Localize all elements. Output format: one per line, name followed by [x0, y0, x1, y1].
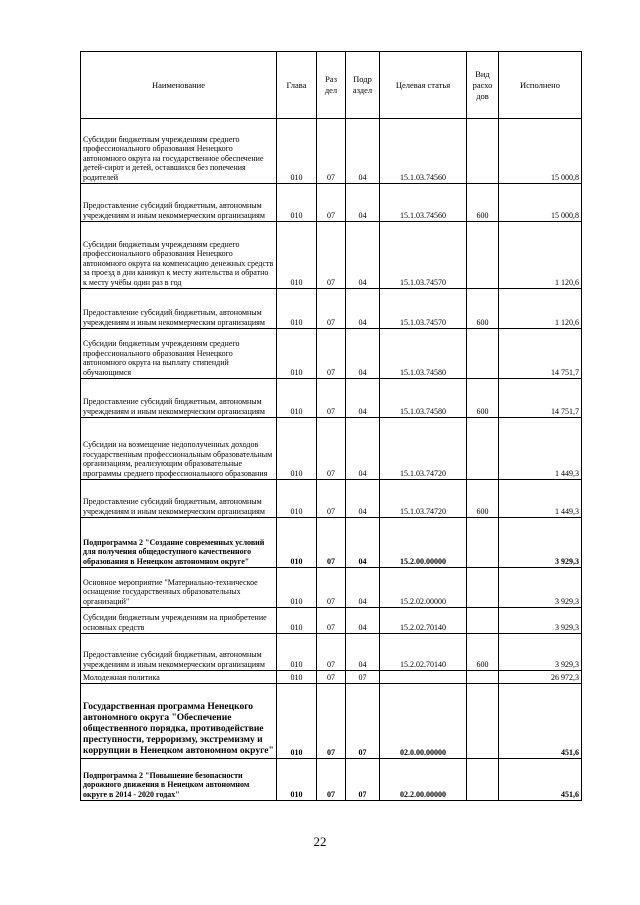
- row-name: Субсидии бюджетным учреждениям среднего профессионального образования Ненецкого автономного округа на выплату стипендий обучающимся: [81, 329, 277, 379]
- row-type: 600: [467, 289, 499, 329]
- table-row: [81, 222, 582, 289]
- row-section: 07: [317, 759, 346, 801]
- row-type: [467, 119, 499, 184]
- row-amount: 3 929,3: [499, 634, 582, 671]
- row-name: Подпрограмма 2 "Создание современных условий для получения общедоступного качественного образования в Ненецком автономном округе": [81, 518, 277, 568]
- row-name: Предоставление субсидий бюджетным, автономным учреждениям и иным некоммерческим организациям: [81, 634, 277, 671]
- row-target: 15.1.03.74560: [380, 184, 467, 222]
- row-target: 02.0.00.00000: [380, 684, 467, 759]
- row-name: Предоставление субсидий бюджетным, автономным учреждениям и иным некоммерческим организациям: [81, 289, 277, 329]
- row-section: 07: [317, 634, 346, 671]
- row-chapter: 010: [277, 184, 317, 222]
- row-section: 07: [317, 329, 346, 379]
- page-number: 22: [313, 834, 327, 849]
- row-amount: 15 000,8: [499, 119, 582, 184]
- row-type: [467, 418, 499, 480]
- row-subsection: 07: [346, 759, 380, 801]
- row-target: 15.1.03.74580: [380, 329, 467, 379]
- row-section: 07: [317, 184, 346, 222]
- table-row: [81, 480, 582, 518]
- row-amount: 3 929,3: [499, 568, 582, 608]
- table-row: [81, 568, 582, 608]
- row-subsection: 04: [346, 608, 380, 634]
- table-row: [81, 759, 582, 801]
- table-header-row: [81, 52, 582, 119]
- row-target: 15.1.03.74570: [380, 222, 467, 289]
- row-target: 15.1.03.74570: [380, 289, 467, 329]
- header-chapter: Глава: [277, 52, 317, 119]
- row-target: 15.1.03.74720: [380, 480, 467, 518]
- row-target: 15.1.03.74560: [380, 119, 467, 184]
- row-name: Основное мероприятие "Материально-техническое оснащение государственных образовательных организаций": [81, 568, 277, 608]
- header-executed: Исполнено: [499, 52, 582, 119]
- row-target: 15.2.00.00000: [380, 518, 467, 568]
- table-row: [81, 119, 582, 184]
- header-section: Раз дел: [317, 52, 346, 119]
- row-amount: 14 751,7: [499, 379, 582, 418]
- row-section: 07: [317, 671, 346, 684]
- row-subsection: 04: [346, 184, 380, 222]
- row-subsection: 04: [346, 329, 380, 379]
- row-chapter: 010: [277, 289, 317, 329]
- row-section: 07: [317, 608, 346, 634]
- table-row: [81, 608, 582, 634]
- row-subsection: 04: [346, 568, 380, 608]
- row-amount: 1 449,3: [499, 418, 582, 480]
- row-section: 07: [317, 568, 346, 608]
- row-chapter: 010: [277, 634, 317, 671]
- row-subsection: 04: [346, 289, 380, 329]
- row-amount: 451,6: [499, 684, 582, 759]
- row-amount: 14 751,7: [499, 329, 582, 379]
- row-amount: 3 929,3: [499, 518, 582, 568]
- table-row: [81, 379, 582, 418]
- row-subsection: 04: [346, 480, 380, 518]
- row-amount: 3 929,3: [499, 608, 582, 634]
- row-section: 07: [317, 518, 346, 568]
- row-type: [467, 759, 499, 801]
- header-target: Целевая статья: [380, 52, 467, 119]
- row-type: 600: [467, 184, 499, 222]
- row-chapter: 010: [277, 379, 317, 418]
- row-subsection: 04: [346, 634, 380, 671]
- header-subsection: Подр аздел: [346, 52, 380, 119]
- row-target: 15.2.02.70140: [380, 608, 467, 634]
- row-name: Предоставление субсидий бюджетным, автономным учреждениям и иным некоммерческим организациям: [81, 379, 277, 418]
- row-name: Молодежная политика: [81, 671, 277, 684]
- row-chapter: 010: [277, 480, 317, 518]
- row-amount: 1 120,6: [499, 289, 582, 329]
- header-name: Наименование: [81, 52, 277, 119]
- row-type: [467, 329, 499, 379]
- row-type: 600: [467, 634, 499, 671]
- table-row: [81, 518, 582, 568]
- row-type: [467, 671, 499, 684]
- row-subsection: 07: [346, 671, 380, 684]
- row-type: [467, 568, 499, 608]
- row-name: Предоставление субсидий бюджетным, автономным учреждениям и иным некоммерческим организациям: [81, 480, 277, 518]
- row-chapter: 010: [277, 518, 317, 568]
- row-target: 15.2.02.00000: [380, 568, 467, 608]
- row-name: Субсидии бюджетным учреждениям среднего профессионального образования Ненецкого автономного округа на государственное обеспечение детей-сирот и детей, оставшихся без попечения родителей: [81, 119, 277, 184]
- row-chapter: 010: [277, 671, 317, 684]
- row-name: Субсидии бюджетным учреждениям среднего профессионального образования Ненецкого автономного округа на компенсацию денежных средств за проезд в дни каникул к месту жительства и обратно к месту учёбы один раз в год: [81, 222, 277, 289]
- row-name: Государственная программа Ненецкого автономного округа "Обеспечение общественного порядка, противодействие преступности, терроризму, экстремизму и коррупции в Ненецком автономном округе": [81, 684, 277, 759]
- row-type: [467, 684, 499, 759]
- row-section: 07: [317, 119, 346, 184]
- row-subsection: 04: [346, 222, 380, 289]
- row-chapter: 010: [277, 418, 317, 480]
- row-target: 02.2.00.00000: [380, 759, 467, 801]
- table-row: [81, 684, 582, 759]
- row-type: [467, 518, 499, 568]
- row-amount: 1 120,6: [499, 222, 582, 289]
- table-row: [81, 634, 582, 671]
- row-type: [467, 608, 499, 634]
- row-name: Предоставление субсидий бюджетным, автономным учреждениям и иным некоммерческим организациям: [81, 184, 277, 222]
- row-chapter: 010: [277, 119, 317, 184]
- row-section: 07: [317, 379, 346, 418]
- row-type: [467, 222, 499, 289]
- row-amount: 1 449,3: [499, 480, 582, 518]
- row-chapter: 010: [277, 684, 317, 759]
- row-section: 07: [317, 480, 346, 518]
- row-amount: 26 972,3: [499, 671, 582, 684]
- row-chapter: 010: [277, 222, 317, 289]
- row-target: [380, 671, 467, 684]
- row-name: Субсидии на возмещение недополученных доходов государственным профессиональным образовательным организациям, реализующим образовательные программы среднего профессионального образования: [81, 418, 277, 480]
- row-chapter: 010: [277, 568, 317, 608]
- row-section: 07: [317, 222, 346, 289]
- row-subsection: 07: [346, 684, 380, 759]
- table-row: [81, 184, 582, 222]
- row-name: Подпрограмма 2 "Повышение безопасности дорожного движения в Ненецком автономном округе в 2014 - 2020 годах": [81, 759, 277, 801]
- row-subsection: 04: [346, 379, 380, 418]
- row-target: 15.2.02.70140: [380, 634, 467, 671]
- row-amount: 15 000,8: [499, 184, 582, 222]
- row-amount: 451,6: [499, 759, 582, 801]
- row-chapter: 010: [277, 608, 317, 634]
- row-section: 07: [317, 289, 346, 329]
- row-subsection: 04: [346, 418, 380, 480]
- budget-table: [80, 51, 582, 801]
- row-subsection: 04: [346, 518, 380, 568]
- table-row: [81, 418, 582, 480]
- header-expense-type: Вид расхо дов: [467, 52, 499, 119]
- row-type: 600: [467, 379, 499, 418]
- row-chapter: 010: [277, 329, 317, 379]
- row-target: 15.1.03.74720: [380, 418, 467, 480]
- row-type: 600: [467, 480, 499, 518]
- row-name: Субсидии бюджетным учреждениям на приобретение основных средств: [81, 608, 277, 634]
- table-row: [81, 289, 582, 329]
- row-section: 07: [317, 684, 346, 759]
- table-row: [81, 329, 582, 379]
- row-subsection: 04: [346, 119, 380, 184]
- row-chapter: 010: [277, 759, 317, 801]
- row-target: 15.1.03.74580: [380, 379, 467, 418]
- row-section: 07: [317, 418, 346, 480]
- table-row: [81, 671, 582, 684]
